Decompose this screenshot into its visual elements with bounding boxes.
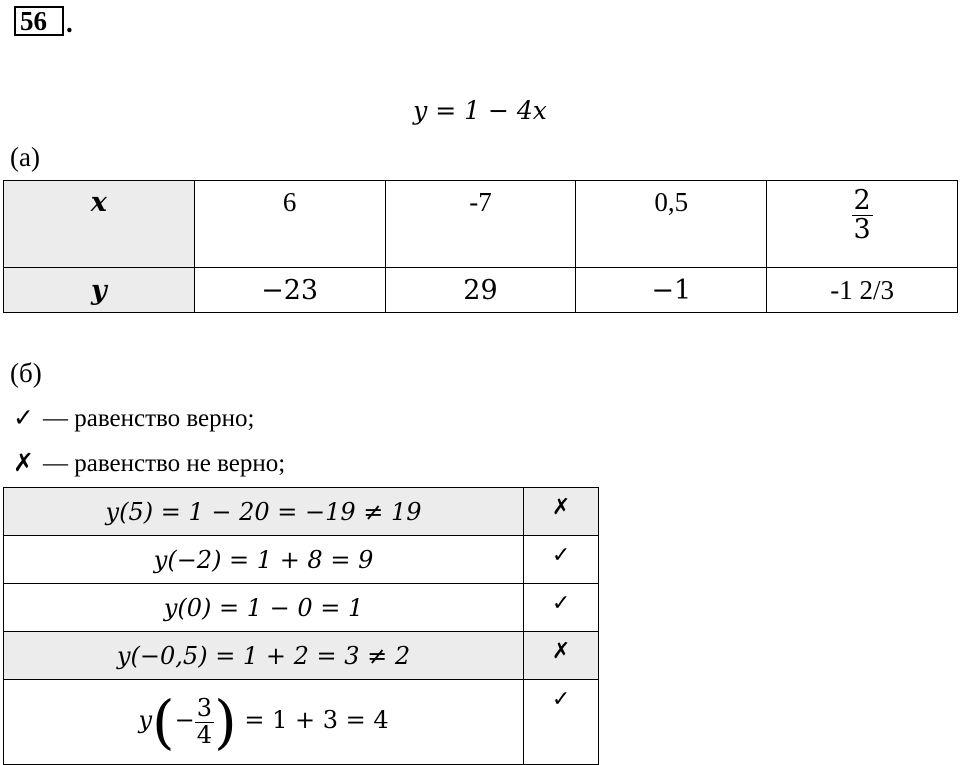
right-paren: )	[214, 688, 237, 756]
y-header: y	[4, 268, 195, 313]
equation-cell: y(−2) = 1 + 8 = 9	[4, 536, 524, 584]
cross-icon: ✗	[524, 488, 599, 536]
part-b-label: (б)	[10, 358, 42, 388]
equation-cell	[4, 680, 524, 765]
check-row	[4, 632, 599, 680]
main-formula: y = 1 − 4x	[413, 96, 547, 125]
equation-rest: = 1 + 3 = 4	[244, 706, 389, 735]
problem-number-dot: .	[66, 8, 73, 38]
left-paren: (	[152, 688, 175, 756]
x-row	[4, 181, 958, 268]
check-row	[4, 584, 599, 632]
fraction-numerator: 3	[196, 694, 213, 723]
check-icon: ✓	[13, 405, 34, 432]
x-value-cell	[767, 181, 958, 268]
part-a-label: (а)	[10, 142, 40, 172]
legend-text: — равенство верно;	[43, 405, 255, 432]
x-value-cell: -7	[385, 181, 576, 268]
check-icon: ✓	[524, 584, 599, 632]
check-icon: ✓	[524, 680, 599, 765]
legend-false	[13, 448, 285, 478]
check-row	[4, 536, 599, 584]
function-name: y	[138, 706, 153, 735]
arg-fraction	[195, 696, 214, 747]
legend-text: — равенство не верно;	[43, 450, 286, 477]
minus-sign: −	[174, 706, 195, 735]
y-value-cell: −1	[576, 268, 767, 313]
fraction-denominator: 3	[853, 214, 871, 246]
check-row	[4, 680, 599, 765]
fraction-denominator: 4	[196, 720, 213, 749]
values-table	[3, 180, 958, 313]
y-value-cell: 29	[385, 268, 576, 313]
cross-icon: ✗	[524, 632, 599, 680]
check-icon: ✓	[524, 536, 599, 584]
y-value-cell: −23	[194, 268, 385, 313]
y-value-cell: -1 2/3	[767, 268, 958, 313]
equation-cell: y(0) = 1 − 0 = 1	[4, 584, 524, 632]
x-value-cell: 0,5	[576, 181, 767, 268]
y-row	[4, 268, 958, 313]
equation-cell: y(−0,5) = 1 + 2 = 3 ≠ 2	[4, 632, 524, 680]
fraction-numerator: 2	[853, 185, 871, 216]
equation-cell: y(5) = 1 − 20 = −19 ≠ 19	[4, 488, 524, 536]
check-row	[4, 488, 599, 536]
legend-true	[13, 403, 254, 433]
problem-number: 56	[14, 6, 64, 36]
x-header: x	[4, 181, 195, 268]
x-fraction	[852, 187, 873, 245]
x-value-cell: 6	[194, 181, 385, 268]
check-table	[3, 487, 599, 765]
cross-icon: ✗	[13, 450, 34, 477]
